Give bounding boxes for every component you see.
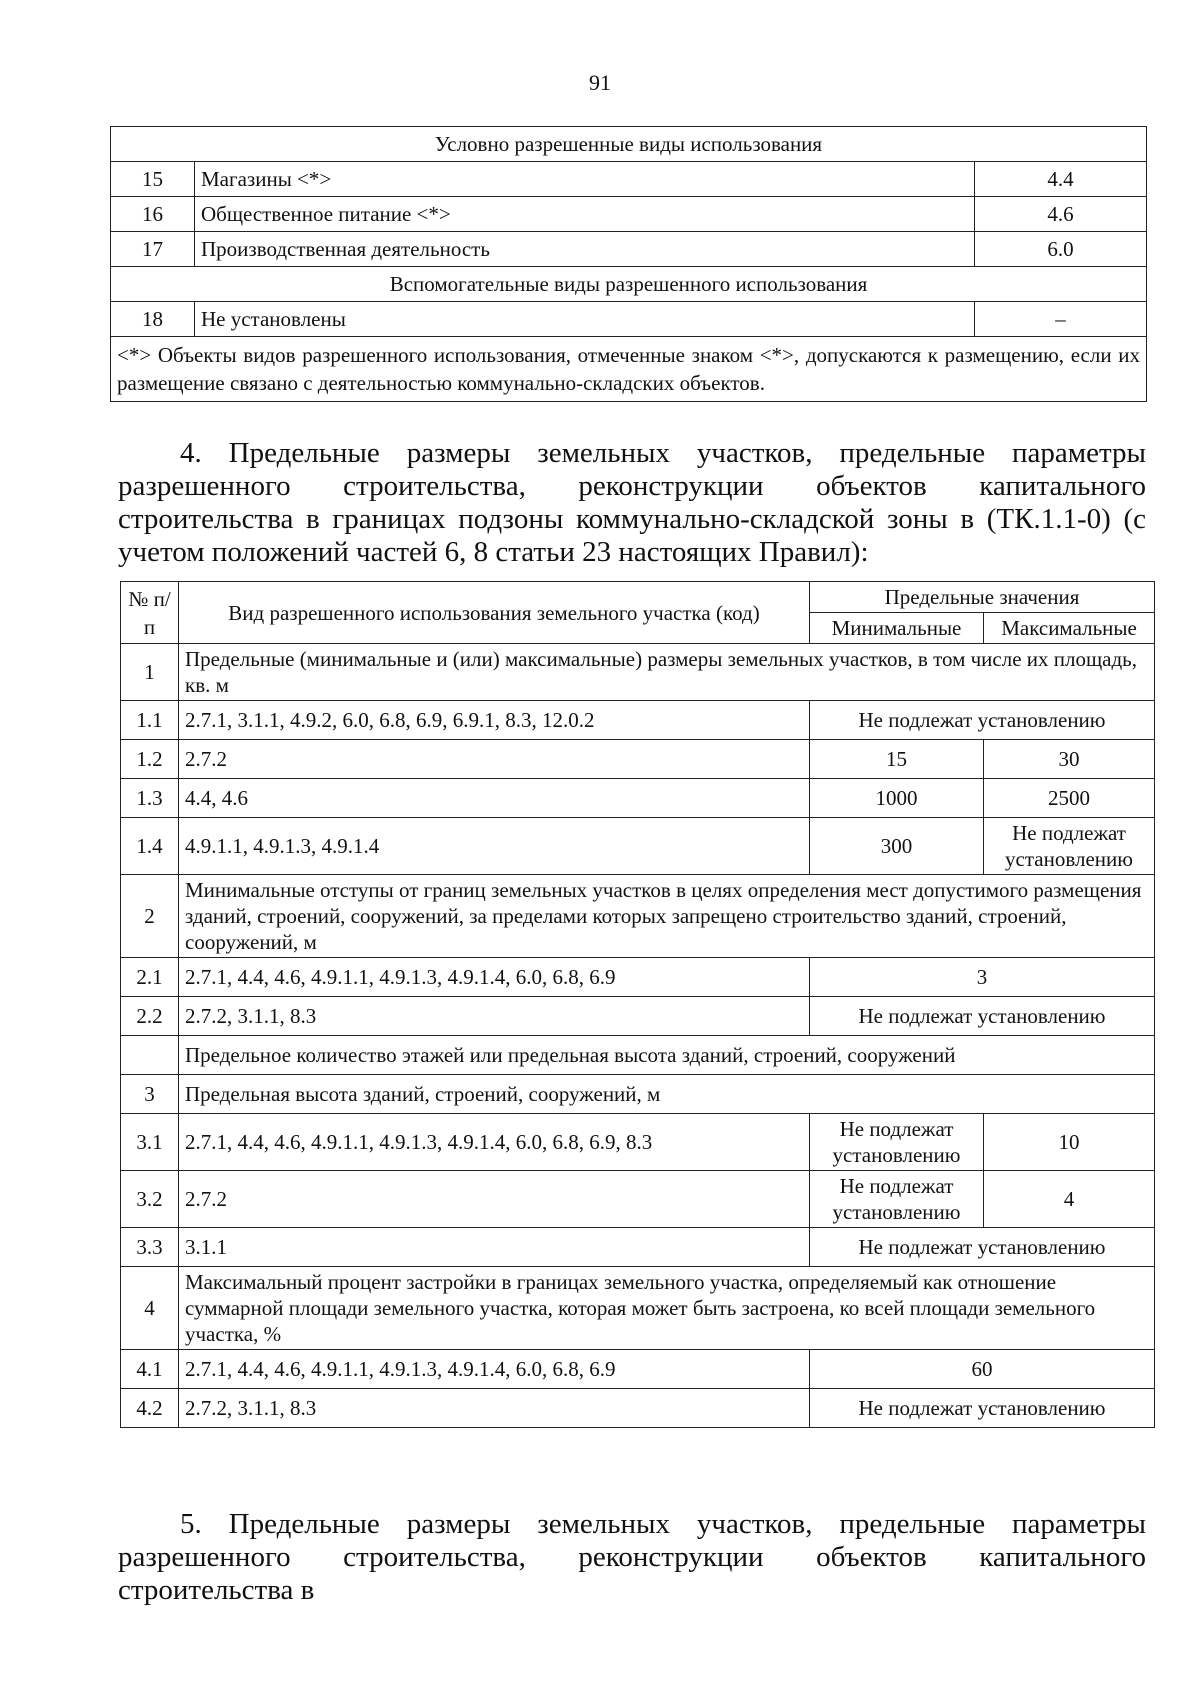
use-codes: 2.7.2, 3.1.1, 8.3 bbox=[179, 1389, 810, 1428]
use-code: – bbox=[975, 302, 1147, 337]
table-row bbox=[121, 740, 1155, 779]
limit-value: Не подлежат установлению bbox=[810, 1228, 1155, 1267]
limit-value: 3 bbox=[810, 958, 1155, 997]
section-row bbox=[111, 267, 1147, 302]
max-value: Не подлежат установлению bbox=[984, 818, 1155, 875]
max-value: 2500 bbox=[984, 779, 1155, 818]
group-text: Максимальный процент застройки в границах земельного участка, определяемый как отношение суммарной площади земельного участка, которая может быть застроена, ко всей площади земельного участка, % bbox=[179, 1267, 1155, 1350]
permitted-use-table bbox=[110, 126, 1147, 402]
row-number-empty bbox=[121, 1036, 179, 1075]
use-codes: 4.9.1.1, 4.9.1.3, 4.9.1.4 bbox=[179, 818, 810, 875]
group-row bbox=[121, 1036, 1155, 1075]
paragraph-4 bbox=[118, 437, 1146, 569]
use-codes: 2.7.2 bbox=[179, 1171, 810, 1228]
section-row bbox=[111, 127, 1147, 162]
table-row bbox=[121, 701, 1155, 740]
row-number: 2.2 bbox=[121, 997, 179, 1036]
group-row bbox=[121, 875, 1155, 958]
header-max: Максимальные bbox=[984, 613, 1155, 644]
use-name: Производственная деятельность bbox=[195, 232, 975, 267]
table-row bbox=[121, 997, 1155, 1036]
use-name: Не установлены bbox=[195, 302, 975, 337]
use-name: Общественное питание <*> bbox=[195, 197, 975, 232]
table-row bbox=[111, 232, 1147, 267]
use-name: Магазины <*> bbox=[195, 162, 975, 197]
max-value: 30 bbox=[984, 740, 1155, 779]
limit-value: Не подлежат установлению bbox=[810, 1389, 1155, 1428]
group-row bbox=[121, 644, 1155, 701]
use-codes: 2.7.1, 3.1.1, 4.9.2, 6.0, 6.8, 6.9, 6.9.1, 8.3, 12.0.2 bbox=[179, 701, 810, 740]
min-value: Не подлежат установлению bbox=[810, 1114, 984, 1171]
group-row bbox=[121, 1075, 1155, 1114]
header-min: Минимальные bbox=[810, 613, 984, 644]
limits-table bbox=[120, 581, 1155, 1428]
row-number: 1.3 bbox=[121, 779, 179, 818]
row-number: 16 bbox=[111, 197, 195, 232]
row-number: 2.1 bbox=[121, 958, 179, 997]
table-row bbox=[111, 162, 1147, 197]
min-value: 1000 bbox=[810, 779, 984, 818]
table-row bbox=[121, 779, 1155, 818]
paragraph-4-text: 4. Предельные размеры земельных участков, предельные параметры разрешенного строительства, реконструкции объектов капитального строительства в границах подзоны коммунально-складской зоны в (ТК.1.1-0) (с учетом положений частей 6, 8 статьи 23 настоящих Правил): bbox=[118, 437, 1146, 568]
min-value: 300 bbox=[810, 818, 984, 875]
row-number: 18 bbox=[111, 302, 195, 337]
group-text: Предельные (минимальные и (или) максимальные) размеры земельных участков, в том числе их площадь, кв. м bbox=[179, 644, 1155, 701]
header-type: Вид разрешенного использования земельного участка (код) bbox=[179, 582, 810, 644]
header-limits: Предельные значения bbox=[810, 582, 1155, 613]
row-number: 3 bbox=[121, 1075, 179, 1114]
note-row bbox=[111, 337, 1147, 402]
use-codes: 4.4, 4.6 bbox=[179, 779, 810, 818]
table-row bbox=[121, 958, 1155, 997]
table-row bbox=[121, 818, 1155, 875]
section-heading: Условно разрешенные виды использования bbox=[111, 127, 1147, 162]
limit-value: Не подлежат установлению bbox=[810, 997, 1155, 1036]
header-row bbox=[121, 582, 1155, 613]
table-row bbox=[121, 1114, 1155, 1171]
limit-value: 60 bbox=[810, 1350, 1155, 1389]
use-codes: 2.7.2 bbox=[179, 740, 810, 779]
table-row bbox=[121, 1350, 1155, 1389]
limit-value: Не подлежат установлению bbox=[810, 701, 1155, 740]
table-row bbox=[111, 302, 1147, 337]
row-number: 17 bbox=[111, 232, 195, 267]
min-value: Не подлежат установлению bbox=[810, 1171, 984, 1228]
row-number: 1.2 bbox=[121, 740, 179, 779]
use-code: 6.0 bbox=[975, 232, 1147, 267]
max-value: 10 bbox=[984, 1114, 1155, 1171]
table-row bbox=[121, 1389, 1155, 1428]
row-number: 3.1 bbox=[121, 1114, 179, 1171]
use-code: 4.4 bbox=[975, 162, 1147, 197]
max-value: 4 bbox=[984, 1171, 1155, 1228]
group-row bbox=[121, 1267, 1155, 1350]
section-heading: Вспомогательные виды разрешенного использования bbox=[111, 267, 1147, 302]
row-number: 4 bbox=[121, 1267, 179, 1350]
use-codes: 2.7.1, 4.4, 4.6, 4.9.1.1, 4.9.1.3, 4.9.1.4, 6.0, 6.8, 6.9, 8.3 bbox=[179, 1114, 810, 1171]
table-row bbox=[121, 1228, 1155, 1267]
use-codes: 3.1.1 bbox=[179, 1228, 810, 1267]
row-number: 4.1 bbox=[121, 1350, 179, 1389]
row-number: 15 bbox=[111, 162, 195, 197]
paragraph-5-text: 5. Предельные размеры земельных участков, предельные параметры разрешенного строительства, реконструкции объектов капитального строительства в bbox=[118, 1508, 1146, 1606]
group-text: Предельное количество этажей или предельная высота зданий, строений, сооружений bbox=[179, 1036, 1155, 1075]
min-value: 15 bbox=[810, 740, 984, 779]
header-num: № п/п bbox=[121, 582, 179, 644]
use-code: 4.6 bbox=[975, 197, 1147, 232]
table-row bbox=[111, 197, 1147, 232]
row-number: 4.2 bbox=[121, 1389, 179, 1428]
paragraph-5 bbox=[118, 1508, 1146, 1607]
row-number: 1.1 bbox=[121, 701, 179, 740]
row-number: 1.4 bbox=[121, 818, 179, 875]
table-note: <*> Объекты видов разрешенного использования, отмеченные знаком <*>, допускаются к размещению, если их размещение связано с деятельностью коммунально-складских объектов. bbox=[111, 337, 1147, 402]
row-number: 3.3 bbox=[121, 1228, 179, 1267]
group-text: Предельная высота зданий, строений, сооружений, м bbox=[179, 1075, 1155, 1114]
use-codes: 2.7.1, 4.4, 4.6, 4.9.1.1, 4.9.1.3, 4.9.1.4, 6.0, 6.8, 6.9 bbox=[179, 1350, 810, 1389]
use-codes: 2.7.1, 4.4, 4.6, 4.9.1.1, 4.9.1.3, 4.9.1.4, 6.0, 6.8, 6.9 bbox=[179, 958, 810, 997]
row-number: 3.2 bbox=[121, 1171, 179, 1228]
use-codes: 2.7.2, 3.1.1, 8.3 bbox=[179, 997, 810, 1036]
table-row bbox=[121, 1171, 1155, 1228]
group-text: Минимальные отступы от границ земельных участков в целях определения мест допустимого размещения зданий, строений, сооружений, за пределами которых запрещено строительство зданий, строений, сооружений, м bbox=[179, 875, 1155, 958]
row-number: 2 bbox=[121, 875, 179, 958]
page-number: 91 bbox=[589, 70, 611, 95]
row-number: 1 bbox=[121, 644, 179, 701]
